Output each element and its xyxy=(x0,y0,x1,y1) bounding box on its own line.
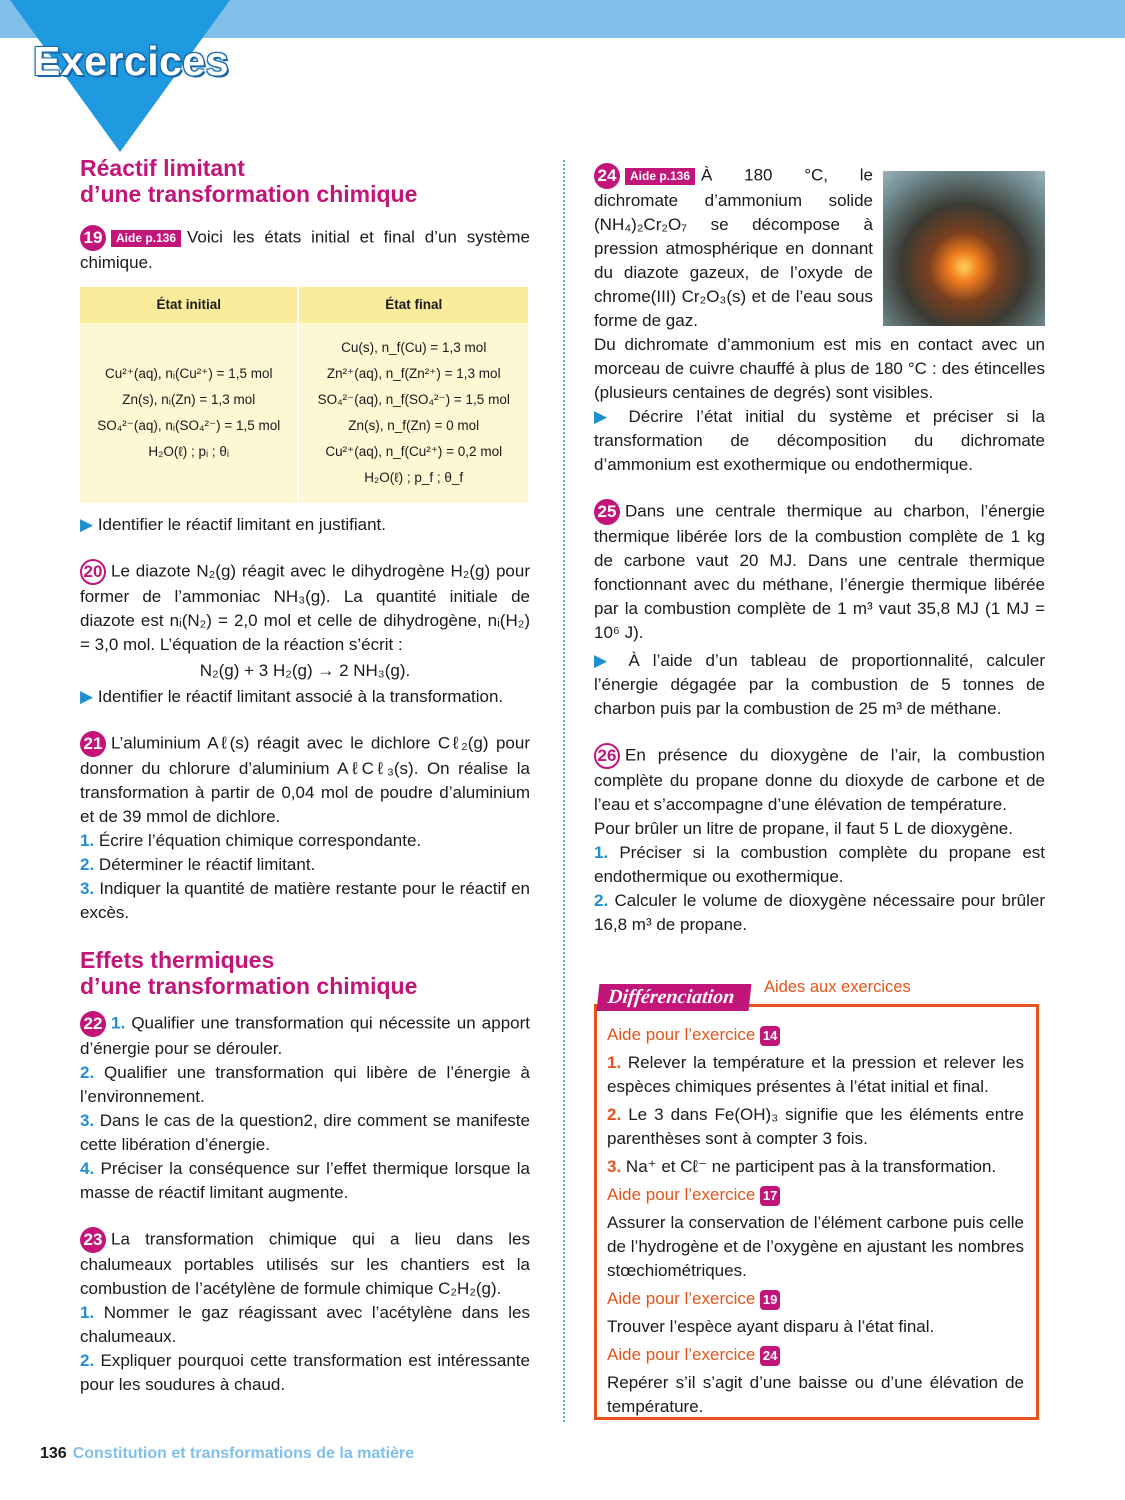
differentiation-label: Différenciation xyxy=(597,984,752,1011)
aide-badge[interactable]: Aide p.136 xyxy=(625,168,695,185)
final-state-cell: Cu(s), n_f(Cu) = 1,3 mol Zn²⁺(aq), n_f(Zn²⁺) = 1,3 mol SO₄²⁻(aq), n_f(SO₄²⁻) = 1,5 mol Zn(s), n_f(Zn) = 0 mol Cu²⁺(aq), n_f(Cu²⁺) = 0,2 mol H₂O(ℓ) ; p_f ; θ_f xyxy=(298,323,529,503)
help-panel: Aide pour l’exercice 14 1. Relever la température et la pression et relever les espèces chimiques présentes à l’état initial et final. 2. Le 3 dans Fe(OH)₃ signifie que les éléments entre parenthèses sont à compter 3 fois. 3. Na⁺ et Cℓ⁻ ne participent pas à la transformation. Aide pour l’exercice 17 Assurer la conservation de l’élément carbone puis celle de l’hydrogène et de l’oxygène en ajustant les nombres stœchiométriques. Aide pour l’exercice 19 Trouver l’espèce ayant disparu à l’état final. Aide pour l’exercice 24 Repérer s’il s’agit d’une baisse ou d’une élévation de température. xyxy=(594,1004,1039,1420)
state-table xyxy=(80,287,530,503)
arrow-icon: ▶ xyxy=(80,515,94,534)
help-heading: Aide pour l’exercice 19 xyxy=(607,1287,1024,1311)
initial-state-cell: Cu²⁺(aq), nᵢ(Cu²⁺) = 1,5 mol Zn(s), nᵢ(Zn) = 1,3 mol SO₄²⁻(aq), nᵢ(SO₄²⁻) = 1,5 mol H₂O(ℓ) ; pᵢ ; θᵢ xyxy=(80,323,298,503)
exercise-number: 23 xyxy=(80,1227,106,1253)
exercise-number: 21 xyxy=(80,731,106,757)
exercise-number: 24 xyxy=(594,163,620,189)
section-title-thermal: Effets thermiques d’une transformation chimique xyxy=(80,947,418,999)
ammonium-dichromate-photo xyxy=(883,171,1045,326)
table-header-initial: État initial xyxy=(80,287,298,323)
exercise-21: 21 L’aluminium Aℓ(s) réagit avec le dichlore Cℓ₂(g) pour donner du chlorure d’aluminium AℓCℓ₃(s). On réalise la transformation à partir de 0,04 mol de poudre d’aluminium et de 39 mmol de dichlore. 1. Écrire l’équation chimique correspondante. 2. Déterminer le réactif limitant. 3. Indiquer la quantité de matière restante pour le réactif en excès. xyxy=(80,731,530,925)
equation: N₂(g) + 3 H₂(g) → 2 NH₃(g). xyxy=(199,661,411,680)
right-column xyxy=(594,163,1045,959)
page-title: Exercices xyxy=(33,38,230,84)
chapter-title: Constitution et transformations de la matière xyxy=(72,1445,415,1462)
help-heading: Aide pour l’exercice 17 xyxy=(607,1183,1024,1207)
exercise-number: 22 xyxy=(80,1011,106,1037)
section-title-limiting: Réactif limitant d’une transformation chimique xyxy=(80,155,418,207)
exercise-number: 26 xyxy=(594,743,620,769)
help-heading: Aide pour l’exercice 24 xyxy=(607,1343,1024,1367)
arrow-icon: ▶ xyxy=(594,407,616,426)
help-heading: Aide pour l’exercice 14 xyxy=(607,1023,1024,1047)
exercise-19: 19 Aide p.136 Voici les états initial et final d’un système chimique. État initial État final Cu²⁺(aq), nᵢ(Cu²⁺) = 1,5 mol Zn(s), nᵢ(Zn) = 1,3 mol SO₄²⁻(aq), nᵢ(SO₄²⁻) = 1,5 mol H₂O(ℓ) ; pᵢ ; θᵢ Cu(s), n_f(Cu) = 1,3 mol Zn²⁺(aq), n_f(Zn²⁺) = 1,3 mol SO₄²⁻(aq), n_f(SO₄²⁻) = 1,5 mol Zn(s), n_f(Zn) = 0 mol Cu²⁺(aq), n_f(Cu²⁺) = 0,2 mol H₂O(ℓ) ; p_f ; θ_f ▶ Identifier le réactif limitant en justifiant. xyxy=(80,225,530,537)
exercise-number: 20 xyxy=(80,559,106,585)
arrow-icon: ▶ xyxy=(80,687,94,706)
exercise-22: 22 1. Qualifier une transformation qui nécessite un apport d’énergie pour se dérouler. 2. Qualifier une transformation qui libère de l’énergie à l’environnement. 3. Dans le cas de la question2, dire comment se manifeste cette libération d’énergie. 4. Préciser la conséquence sur l’effet thermique lorsque la masse de réactif limitant augmente. xyxy=(80,1011,530,1205)
aide-badge[interactable]: Aide p.136 xyxy=(111,230,181,247)
left-column xyxy=(80,155,530,1419)
page-footer xyxy=(40,1445,414,1463)
differentiation-subtitle: Aides aux exercices xyxy=(764,978,911,996)
exercise-23: 23 La transformation chimique qui a lieu dans les chalumeaux portables utilisés sur les chantiers est la combustion de l’acétylène de formule chimique C₂H₂(g). 1. Nommer le gaz réagissant avec l’acétylène dans les chalumeaux. 2. Expliquer pourquoi cette transformation est intéressante pour les soudures à chaud. xyxy=(80,1227,530,1397)
table-header-final: État final xyxy=(298,287,529,323)
exercise-number: 25 xyxy=(594,499,620,525)
exercise-25: 25 Dans une centrale thermique au charbon, l’énergie thermique libérée lors de la combustion complète de 1 kg de carbone vaut 20 MJ. Dans une centrale thermique fonctionnant avec du méthane, l’énergie thermique libérée par la combustion complète de 1 m³ vaut 35,8 MJ (1 MJ = 10⁶ J). ▶ À l’aide d’un tableau de proportionnalité, calculer l’énergie dégagée par la combustion de 5 tonnes de charbon puis par la combustion de 25 m³ de méthane. xyxy=(594,499,1045,721)
page-number: 136 xyxy=(40,1445,67,1462)
column-divider xyxy=(563,160,565,1422)
exercise-number: 19 xyxy=(80,225,106,251)
exercise-20: 20 Le diazote N₂(g) réagit avec le dihydrogène H₂(g) pour former de l’ammoniac NH₃(g). La quantité initiale de diazote est nᵢ(N₂) = 2,0 mol et celle de dihydrogène, nᵢ(H₂) = 3,0 mol. L’équation de la réaction s’écrit : N₂(g) + 3 H₂(g) → 2 NH₃(g). ▶ Identifier le réactif limitant associé à la transformation. xyxy=(80,559,530,709)
arrow-icon: ▶ xyxy=(594,651,616,670)
exercise-24: 24 Aide p.136 À 180 °C, le dichromate d’ammonium solide (NH₄)₂Cr₂O₇ se décompose à pression atmosphérique en donnant du diazote gazeux, de l’oxyde de chrome(III) Cr₂O₃(s) et de l’eau sous forme de gaz. Du dichromate d’ammonium est mis en contact avec un morceau de cuivre chauffé à plus de 180 °C : des étincelles (plusieurs centaines de degrés) sont visibles. ▶ Décrire l’état initial du système et préciser si la transformation de décomposition du dichromate d’ammonium est exothermique ou endothermique. xyxy=(594,163,1045,477)
exercise-26: 26 En présence du dioxygène de l’air, la combustion complète du propane donne du dioxyde de carbone et de l’eau et s’accompagne d’une élévation de température. Pour brûler un litre de propane, il faut 5 L de dioxygène. 1. Préciser si la combustion complète du propane est endothermique ou exothermique. 2. Calculer le volume de dioxygène nécessaire pour brûler 16,8 m³ de propane. xyxy=(594,743,1045,937)
